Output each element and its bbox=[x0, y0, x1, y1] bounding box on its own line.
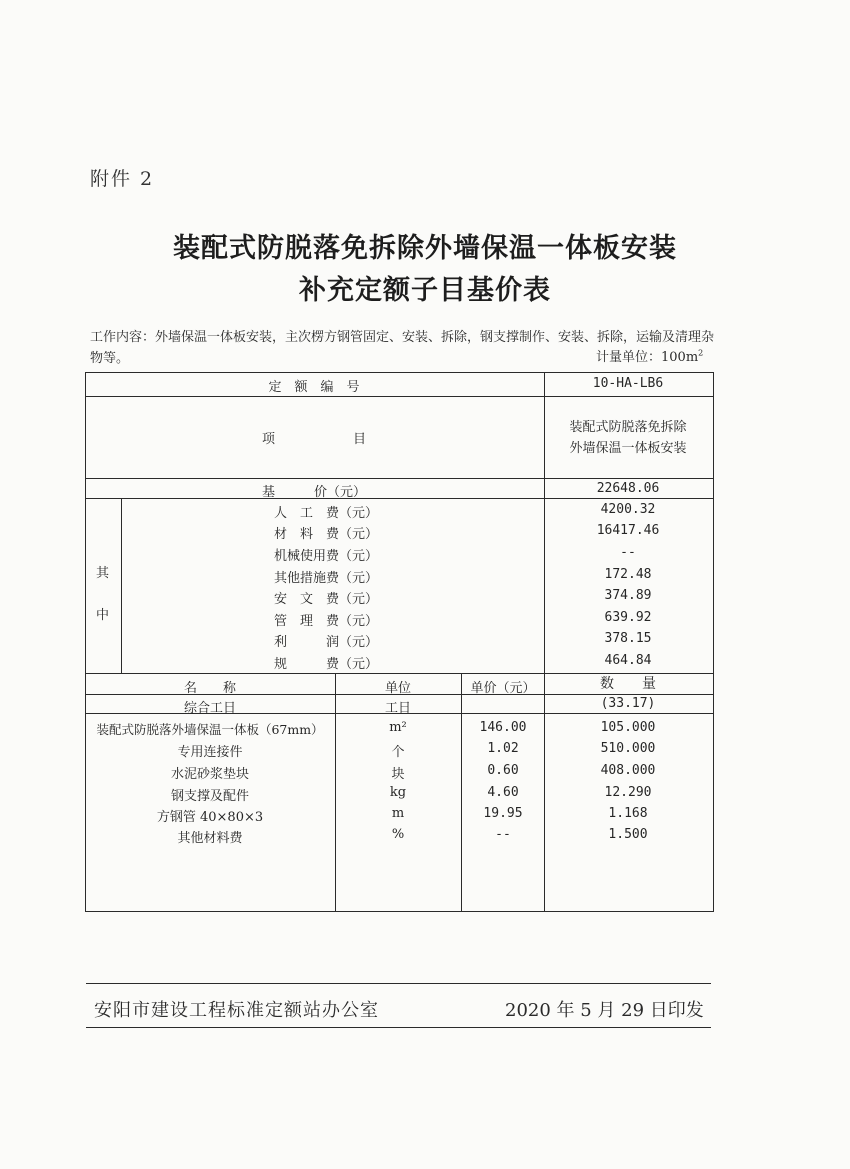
item-name-line2: 外墙保温一体板安装 bbox=[569, 441, 687, 456]
cost-item-label: 机械使用费（元） bbox=[274, 549, 379, 564]
issuing-office: 安阳市建设工程标准定额站办公室 bbox=[94, 1000, 379, 1021]
footer-rule-top bbox=[86, 983, 711, 984]
column-header-unit: 单位 bbox=[384, 681, 412, 696]
material-name: 其他材料费 bbox=[177, 831, 243, 846]
column-header-unit-price: 单价（元） bbox=[470, 681, 536, 696]
material-unit: m² bbox=[389, 720, 407, 735]
cost-item-label: 材 料 费（元） bbox=[274, 527, 379, 542]
cost-item-label: 人 工 费（元） bbox=[274, 506, 379, 521]
material-unit-price: 19.95 bbox=[483, 806, 523, 821]
material-unit-price: 0.60 bbox=[487, 763, 519, 778]
footer-rule-bottom bbox=[86, 1027, 711, 1028]
material-unit: kg bbox=[389, 785, 407, 800]
among-label-2: 中 bbox=[96, 608, 110, 623]
cost-item-label: 规 费（元） bbox=[274, 657, 379, 672]
measurement-unit-label: 计量单位：100m bbox=[596, 350, 699, 365]
labor-row-quantity: (33.17) bbox=[600, 696, 656, 711]
rule-after-base bbox=[85, 498, 714, 499]
cost-item-value: -- bbox=[620, 545, 636, 560]
material-unit-price: 4.60 bbox=[487, 785, 519, 800]
material-quantity: 105.000 bbox=[600, 720, 656, 735]
table-border-bottom bbox=[85, 911, 714, 912]
cost-item-label: 管 理 费（元） bbox=[274, 614, 379, 629]
material-quantity: 510.000 bbox=[600, 741, 656, 756]
item-label: 项 目 bbox=[261, 432, 367, 447]
cost-item-value: 16417.46 bbox=[596, 523, 660, 538]
material-name: 方钢管 40×80×3 bbox=[156, 810, 264, 825]
cost-item-value: 378.15 bbox=[604, 631, 652, 646]
document-title-line2: 补充定额子目基价表 bbox=[299, 275, 551, 306]
table-border-right bbox=[713, 372, 714, 912]
rule-after-code bbox=[85, 396, 714, 397]
material-name: 装配式防脱落外墙保温一体板（67mm） bbox=[96, 722, 324, 737]
cost-item-value: 172.48 bbox=[604, 567, 652, 582]
material-name: 专用连接件 bbox=[177, 745, 243, 760]
measurement-unit bbox=[596, 346, 703, 365]
material-quantity: 408.000 bbox=[600, 763, 656, 778]
work-content: 工作内容：外墙保温一体板安装，主次楞方钢管固定、安装、拆除，钢支撑制作、安装、拆除，运输及清理杂物等。 bbox=[90, 330, 715, 366]
material-quantity: 1.500 bbox=[608, 827, 648, 842]
table-border-left bbox=[85, 372, 86, 912]
rule-after-item bbox=[85, 478, 714, 479]
document-title-line1: 装配式防脱落免拆除外墙保温一体板安装 bbox=[173, 233, 677, 264]
item-name-line1: 装配式防脱落免拆除 bbox=[569, 420, 687, 435]
issue-date: 2020 年 5 月 29 日印发 bbox=[505, 1000, 704, 1021]
material-quantity: 1.168 bbox=[608, 806, 648, 821]
cost-item-label: 安 文 费（元） bbox=[274, 592, 379, 607]
cost-item-value: 464.84 bbox=[604, 653, 652, 668]
base-price-value: 22648.06 bbox=[596, 481, 660, 496]
material-unit-price: 146.00 bbox=[479, 720, 527, 735]
attachment-label: 附件 2 bbox=[90, 168, 155, 190]
column-header-name: 名 称 bbox=[183, 681, 237, 696]
rule-price-col bbox=[461, 673, 462, 912]
rule-qty-col bbox=[544, 673, 545, 912]
cost-item-label: 其他措施费（元） bbox=[274, 571, 379, 586]
material-unit: 个 bbox=[391, 745, 405, 760]
rule-unit-col bbox=[335, 673, 336, 912]
quota-code-value: 10-HA-LB6 bbox=[592, 376, 664, 391]
cost-item-value: 4200.32 bbox=[600, 502, 656, 517]
material-name: 水泥砂浆垫块 bbox=[170, 767, 250, 782]
material-unit-price: -- bbox=[495, 827, 511, 842]
material-unit: % bbox=[391, 827, 405, 842]
material-unit: 块 bbox=[391, 767, 405, 782]
cost-item-label: 利 润（元） bbox=[274, 635, 379, 650]
labor-row-unit: 工日 bbox=[384, 701, 412, 716]
cost-item-value: 639.92 bbox=[604, 610, 652, 625]
labor-row-name: 综合工日 bbox=[183, 701, 237, 716]
cost-item-value: 374.89 bbox=[604, 588, 652, 603]
material-name: 钢支撑及配件 bbox=[170, 789, 250, 804]
table-border-top bbox=[85, 372, 714, 373]
rule-value-col-upper bbox=[544, 372, 545, 674]
material-unit: m bbox=[391, 806, 405, 821]
material-quantity: 12.290 bbox=[604, 785, 652, 800]
column-header-quantity: 数 量 bbox=[600, 676, 656, 692]
quota-code-label: 定 额 编 号 bbox=[268, 380, 360, 395]
rule-among-col bbox=[121, 498, 122, 674]
measurement-unit-sup: 2 bbox=[698, 348, 704, 358]
among-label-1: 其 bbox=[96, 566, 110, 581]
material-unit-price: 1.02 bbox=[487, 741, 519, 756]
base-price-label: 基 价（元） bbox=[261, 485, 367, 500]
